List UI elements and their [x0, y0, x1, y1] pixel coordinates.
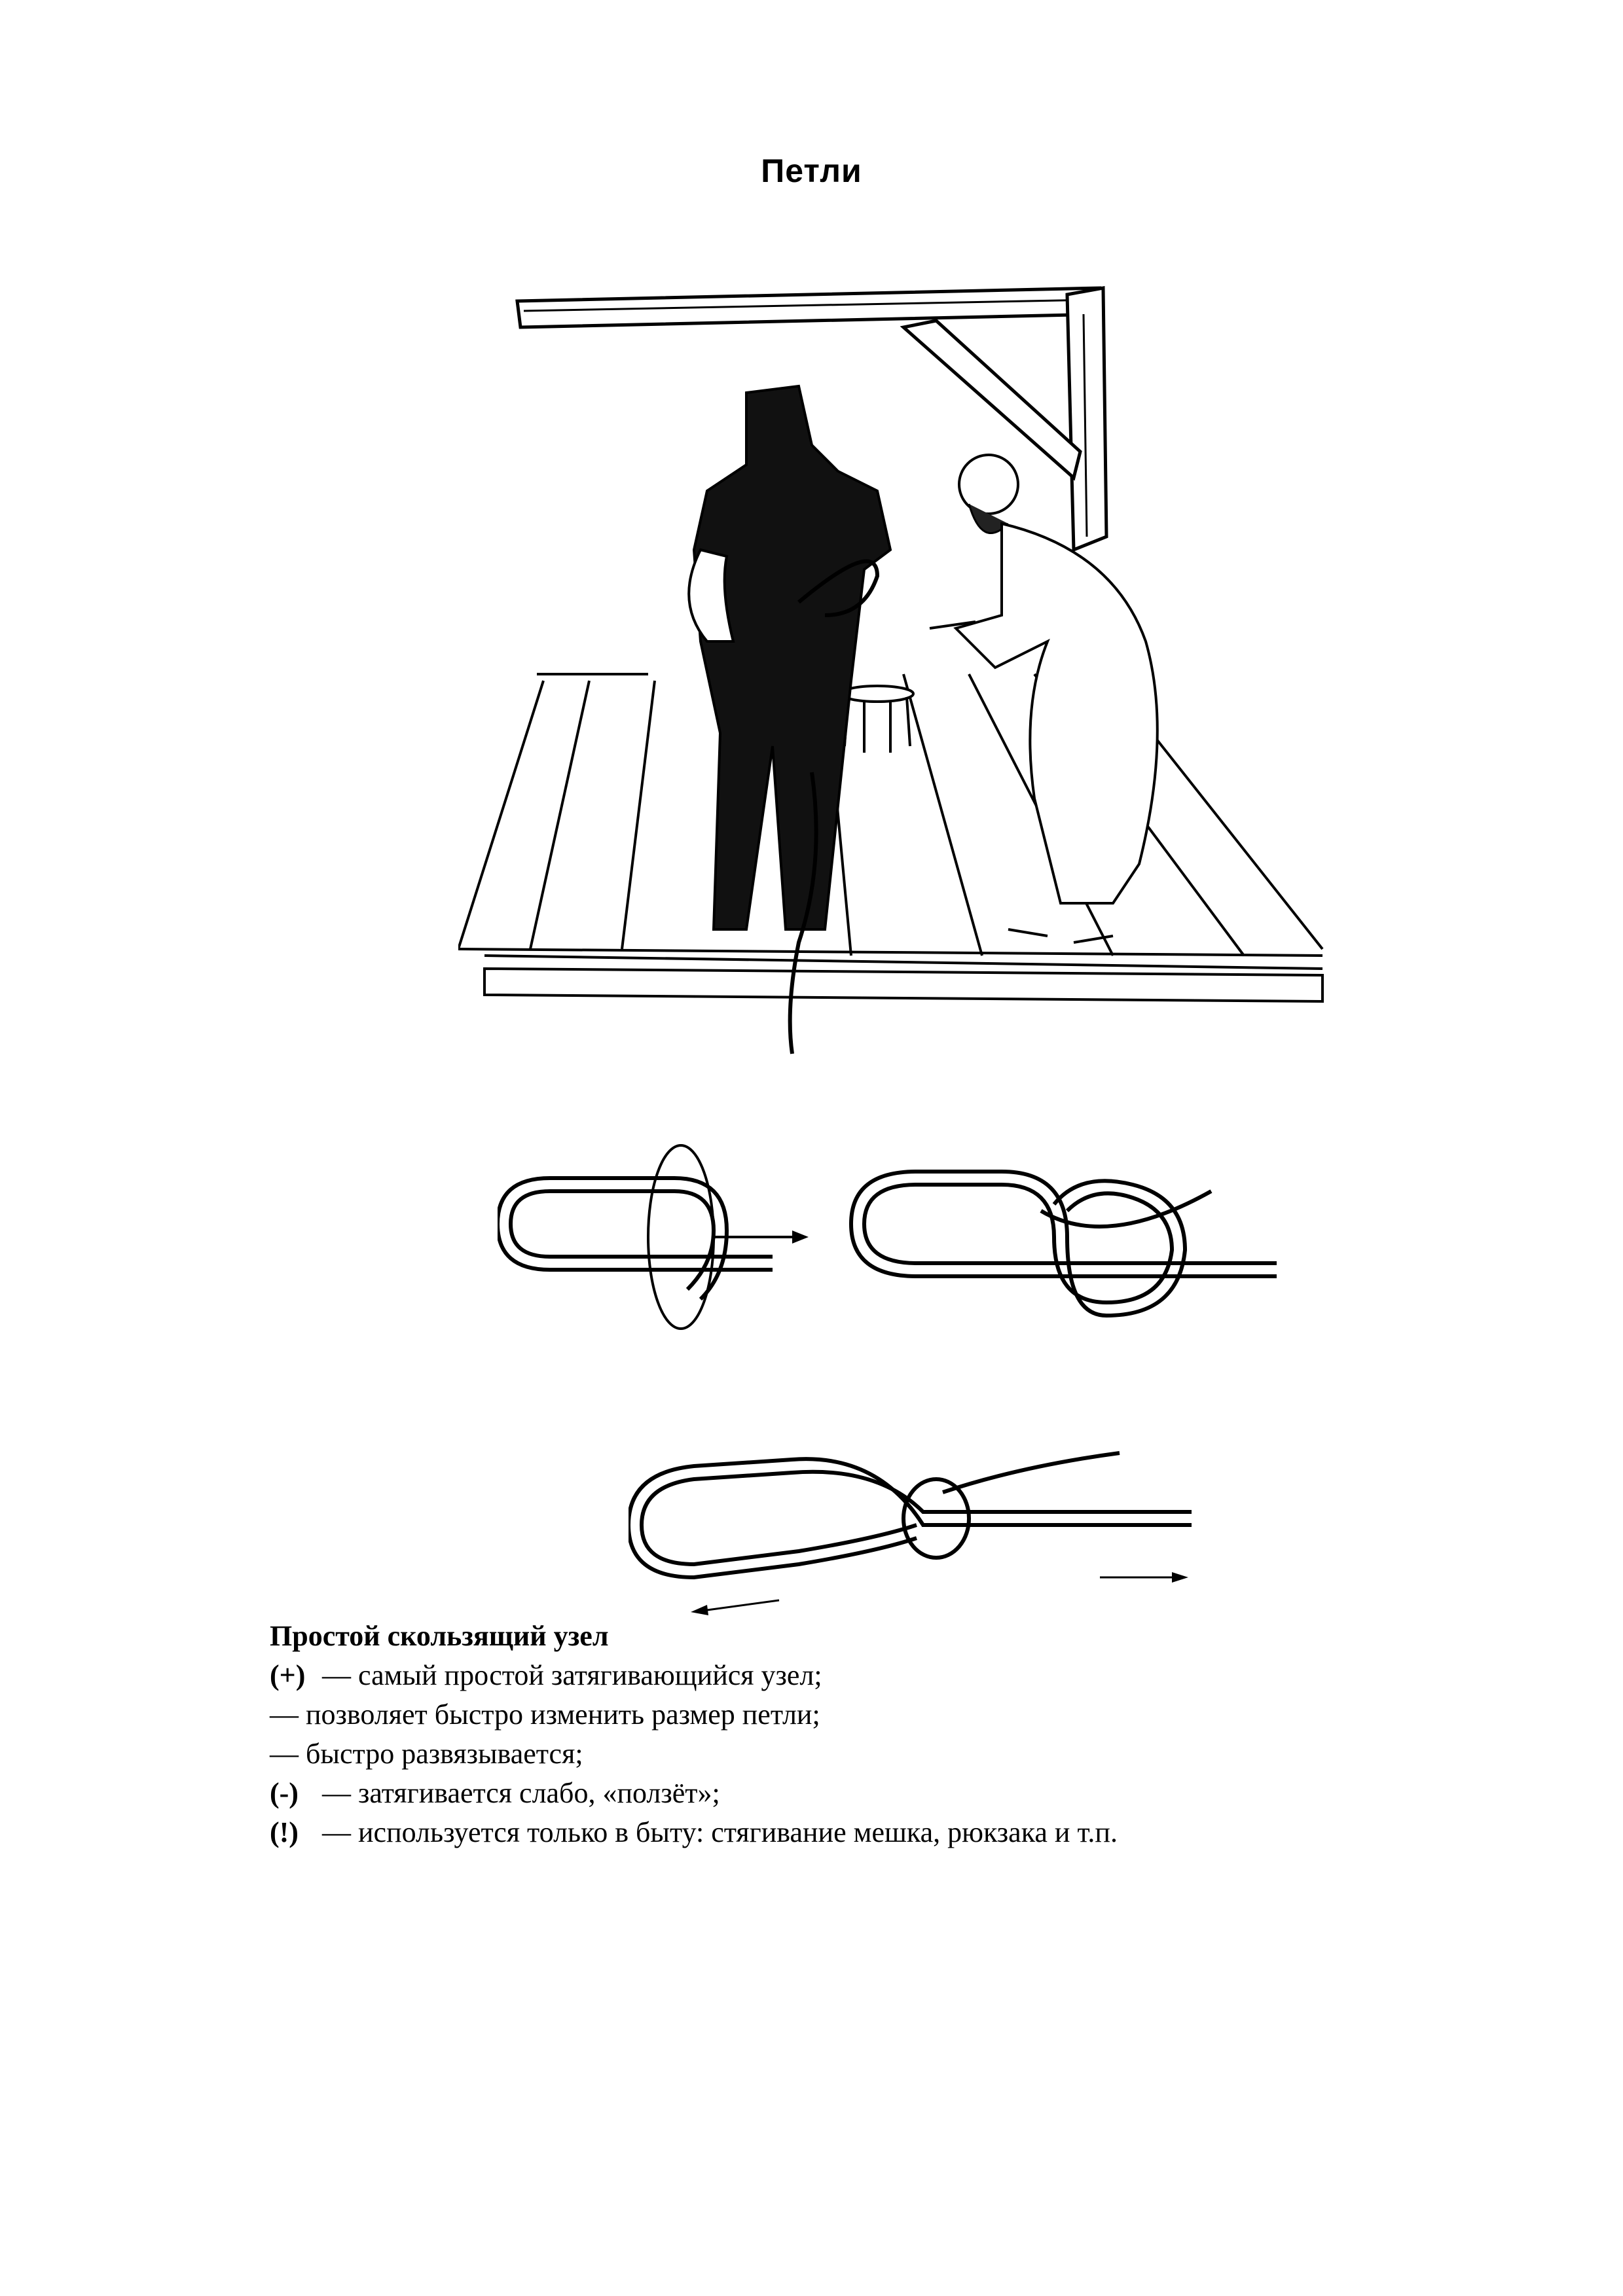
line-text: — затягивается слабо, «ползёт»;	[322, 1777, 720, 1809]
line-text: — используется только в быту: стягивание мешка, рюкзака и т.п.	[322, 1816, 1118, 1848]
executioner-scene-illustration	[458, 275, 1329, 1080]
line-mark: (-)	[270, 1777, 299, 1809]
knot-line	[270, 1774, 1448, 1813]
knot-line	[270, 1813, 1448, 1852]
line-text: — позволяет быстро изменить размер петли;	[270, 1698, 820, 1731]
knot-step-1-illustration	[498, 1132, 838, 1342]
knot-step-3-illustration	[629, 1427, 1218, 1617]
line-mark: (+)	[270, 1659, 306, 1691]
page-title: Петли	[761, 152, 862, 189]
knot-line	[270, 1695, 1448, 1734]
knot-description	[270, 1617, 1448, 1852]
knot-step-2-illustration	[845, 1152, 1290, 1348]
executioner-figure	[689, 386, 890, 1054]
stool	[841, 686, 913, 753]
line-mark: (!)	[270, 1816, 299, 1848]
monk-figure	[930, 455, 1158, 942]
knot-line	[270, 1656, 1448, 1695]
line-text: — самый простой затягивающийся узел;	[322, 1659, 822, 1691]
knot-line	[270, 1734, 1448, 1774]
knot-heading: Простой скользящий узел	[270, 1620, 609, 1652]
line-text: — быстро развязывается;	[270, 1738, 583, 1770]
